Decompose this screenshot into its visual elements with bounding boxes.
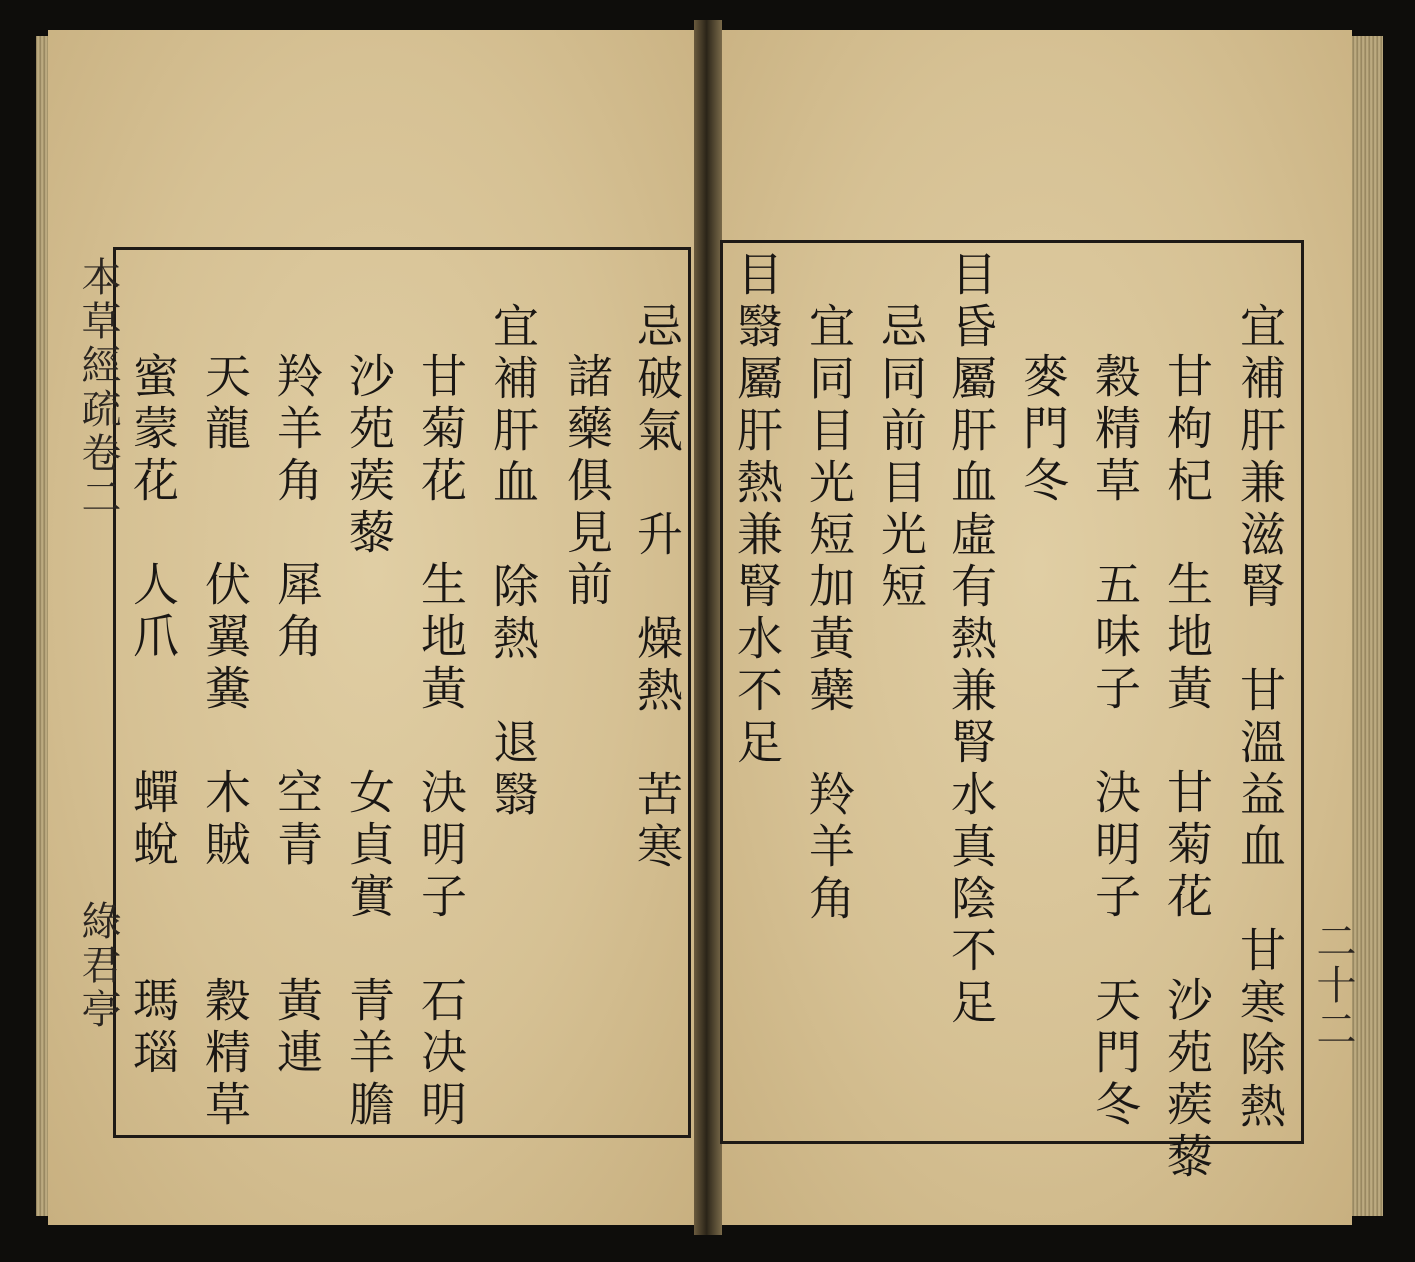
left-column-6: 羚羊角 犀角 空青 黃連 (270, 352, 324, 1080)
right-column-1: 宜補肝兼滋腎 甘溫益血 甘寒除熱 (1233, 302, 1287, 1134)
left-column-4: 甘菊花 生地黃 決明子 石决明 (414, 352, 468, 1132)
left-column-8: 蜜蒙花 人爪 蟬蛻 瑪瑙 (126, 352, 180, 1080)
margin-publisher: 綠君亭 (75, 900, 121, 1032)
left-column-3: 宜補肝血 除熱 退翳 (486, 302, 540, 822)
left-column-2: 諸藥俱見前 (560, 352, 614, 612)
right-column-7: 宜同目光短加黃蘗 羚羊角 (802, 302, 856, 926)
left-column-1: 忌破氣 升 燥熱 苦寒 (630, 302, 684, 874)
left-column-7: 天龍 伏翼糞 木賊 穀精草 (198, 352, 252, 1132)
right-column-8: 目翳屬肝熱兼腎水不足 (730, 250, 784, 770)
right-column-2: 甘枸杞 生地黃 甘菊花 沙苑蒺藜 (1160, 352, 1214, 1184)
right-column-5: 忌同前目光短 (874, 302, 928, 614)
margin-book-title: 本草經疏卷二 (75, 256, 121, 520)
left-column-5: 沙苑蒺藜 女貞實 青羊膽 (342, 352, 396, 1132)
right-column-6: 目昏屬肝血虛有熱兼腎水真陰不足 (944, 250, 998, 1030)
right-column-3: 穀精草 五味子 決明子 天門冬 (1088, 352, 1142, 1132)
book-gutter (694, 20, 722, 1235)
right-column-4: 麥門冬 (1016, 352, 1070, 508)
page-number: 二十二 (1310, 920, 1356, 1052)
